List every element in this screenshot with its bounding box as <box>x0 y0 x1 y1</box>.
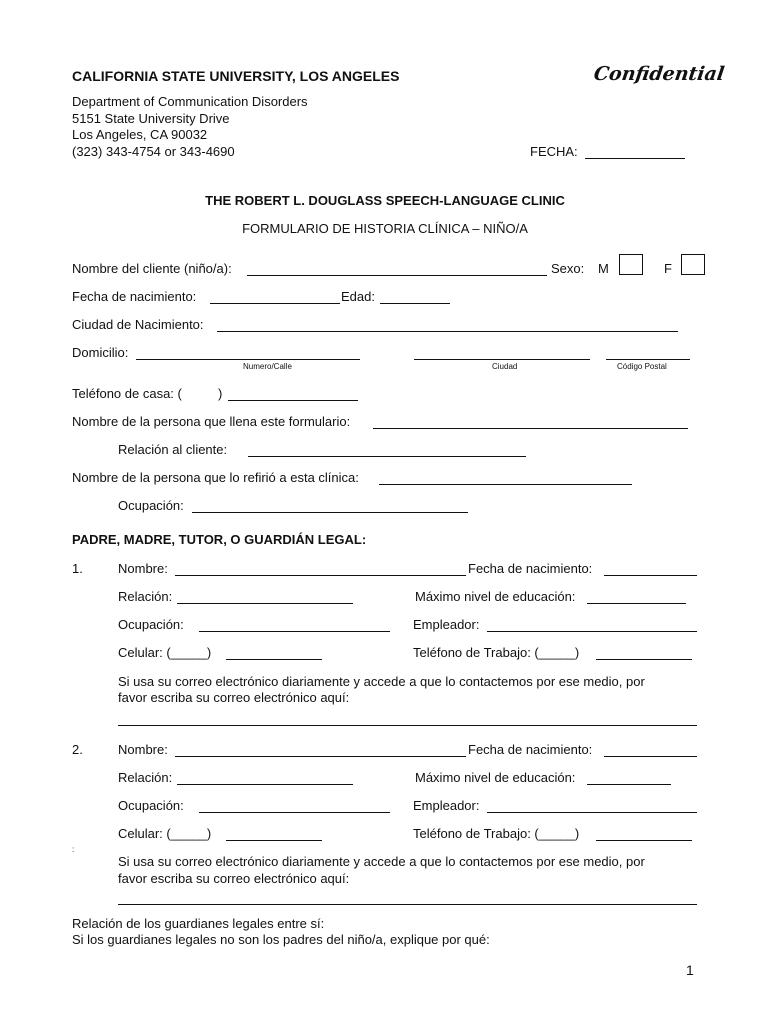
address-city-field[interactable] <box>414 359 590 360</box>
guardian-birth-field[interactable] <box>604 756 697 757</box>
referrer-occupation-label: Ocupación: <box>118 498 184 513</box>
sex-f-label: F <box>664 261 672 276</box>
guardian-name-field[interactable] <box>175 756 466 757</box>
guardian-name-label: Nombre: <box>118 742 168 757</box>
guardian-cell-label: Celular: (_____) <box>118 826 212 841</box>
confidential-mark: Confidential <box>592 63 726 85</box>
guardian-employer-label: Empleador: <box>413 617 480 632</box>
street-address: 5151 State University Drive <box>72 111 230 126</box>
guardian-education-label: Máximo nivel de educación: <box>415 589 576 604</box>
guardian-education-field[interactable] <box>587 603 686 604</box>
city-caption: Ciudad <box>492 362 518 371</box>
guardian-education-field[interactable] <box>587 784 671 785</box>
home-phone-field[interactable] <box>228 400 358 401</box>
guardians-explain-note: Si los guardianes legales no son los padres del niño/a, explique por qué: <box>72 932 490 947</box>
form-title: FORMULARIO DE HISTORIA CLÍNICA – NIÑO/A <box>242 221 528 236</box>
guardian-name-label: Nombre: <box>118 561 168 576</box>
referrer-label: Nombre de la persona que lo refirió a esta clínica: <box>72 470 359 485</box>
guardian-name-field[interactable] <box>175 575 466 576</box>
guardian-relation-label: Relación: <box>118 770 173 785</box>
guardian-occupation-label: Ocupación: <box>118 617 184 632</box>
department-name: Department of Communication Disorders <box>72 94 308 109</box>
guardian-relation-field[interactable] <box>177 784 353 785</box>
guardian-birth-label: Fecha de nacimiento: <box>468 742 593 757</box>
guardian-number: 1. <box>72 561 83 576</box>
university-name: CALIFORNIA STATE UNIVERSITY, LOS ANGELES <box>72 68 400 84</box>
zip-caption: Código Postal <box>617 362 667 371</box>
guardian-relation-label: Relación: <box>118 589 173 604</box>
address-zip-field[interactable] <box>606 359 690 360</box>
guardians-heading: PADRE, MADRE, TUTOR, O GUARDIÁN LEGAL: <box>72 532 367 547</box>
address-street-field[interactable] <box>136 359 360 360</box>
guardian-cell-field[interactable] <box>226 659 322 660</box>
guardian-email-text-1: Si usa su correo electrónico diariamente y accede a que lo contactemos por ese medio, por <box>118 854 645 869</box>
sex-m-label: M <box>598 261 609 276</box>
client-name-label: Nombre del cliente (niño/a): <box>72 261 232 276</box>
guardian-cell-label: Celular: (_____) <box>118 645 212 660</box>
fecha-label: FECHA: <box>530 144 578 159</box>
sex-f-checkbox[interactable] <box>681 254 705 275</box>
guardian-work-phone-field[interactable] <box>596 659 692 660</box>
referrer-field[interactable] <box>379 484 632 485</box>
guardian-email-field[interactable] <box>118 725 697 726</box>
address-label: Domicilio: <box>72 345 129 360</box>
page-number: 1 <box>686 962 694 978</box>
relation-field[interactable] <box>248 456 526 457</box>
guardian-email-text-1: Si usa su correo electrónico diariamente y accede a que lo contactemos por ese medio, por <box>118 674 645 689</box>
guardian-birth-label: Fecha de nacimiento: <box>468 561 593 576</box>
birth-city-label: Ciudad de Nacimiento: <box>72 317 204 332</box>
guardian-employer-label: Empleador: <box>413 798 480 813</box>
home-phone-paren: ) <box>218 386 223 401</box>
city-address: Los Angeles, CA 90032 <box>72 127 208 142</box>
guardian-email-text-2: favor escriba su correo electrónico aquí: <box>118 690 350 705</box>
filler-name-field[interactable] <box>373 428 688 429</box>
guardian-occupation-field[interactable] <box>199 631 390 632</box>
clinic-title: THE ROBERT L. DOUGLASS SPEECH-LANGUAGE CLINIC <box>205 193 565 208</box>
relation-label: Relación al cliente: <box>118 442 228 457</box>
guardian-number: 2. <box>72 742 83 757</box>
sex-label: Sexo: <box>551 261 585 276</box>
age-field[interactable] <box>380 303 450 304</box>
referrer-occupation-field[interactable] <box>192 512 468 513</box>
guardian-employer-field[interactable] <box>487 631 697 632</box>
guardian-employer-field[interactable] <box>487 812 697 813</box>
guardian-email-text-2: favor escriba su correo electrónico aquí: <box>118 871 350 886</box>
phone-number: (323) 343-4754 or 343-4690 <box>72 144 235 159</box>
guardian-work-phone-field[interactable] <box>596 840 692 841</box>
guardians-relation-note: Relación de los guardianes legales entre sí: <box>72 916 325 931</box>
home-phone-label: Teléfono de casa: ( <box>72 386 182 401</box>
birth-date-field[interactable] <box>210 303 340 304</box>
birth-city-field[interactable] <box>217 331 678 332</box>
stray-mark: : <box>72 845 75 854</box>
guardian-cell-field[interactable] <box>226 840 322 841</box>
guardian-birth-field[interactable] <box>604 575 697 576</box>
client-name-field[interactable] <box>247 275 547 276</box>
guardian-email-field[interactable] <box>118 904 697 905</box>
guardian-education-label: Máximo nivel de educación: <box>415 770 576 785</box>
guardian-work-phone-label: Teléfono de Trabajo: (_____) <box>413 645 580 660</box>
guardian-occupation-field[interactable] <box>199 812 390 813</box>
age-label: Edad: <box>341 289 375 304</box>
guardian-relation-field[interactable] <box>177 603 353 604</box>
sex-m-checkbox[interactable] <box>619 254 643 275</box>
guardian-occupation-label: Ocupación: <box>118 798 184 813</box>
guardian-work-phone-label: Teléfono de Trabajo: (_____) <box>413 826 580 841</box>
filler-name-label: Nombre de la persona que llena este formulario: <box>72 414 351 429</box>
street-caption: Numero/Calle <box>243 362 292 371</box>
fecha-field[interactable] <box>585 158 685 159</box>
birth-date-label: Fecha de nacimiento: <box>72 289 197 304</box>
